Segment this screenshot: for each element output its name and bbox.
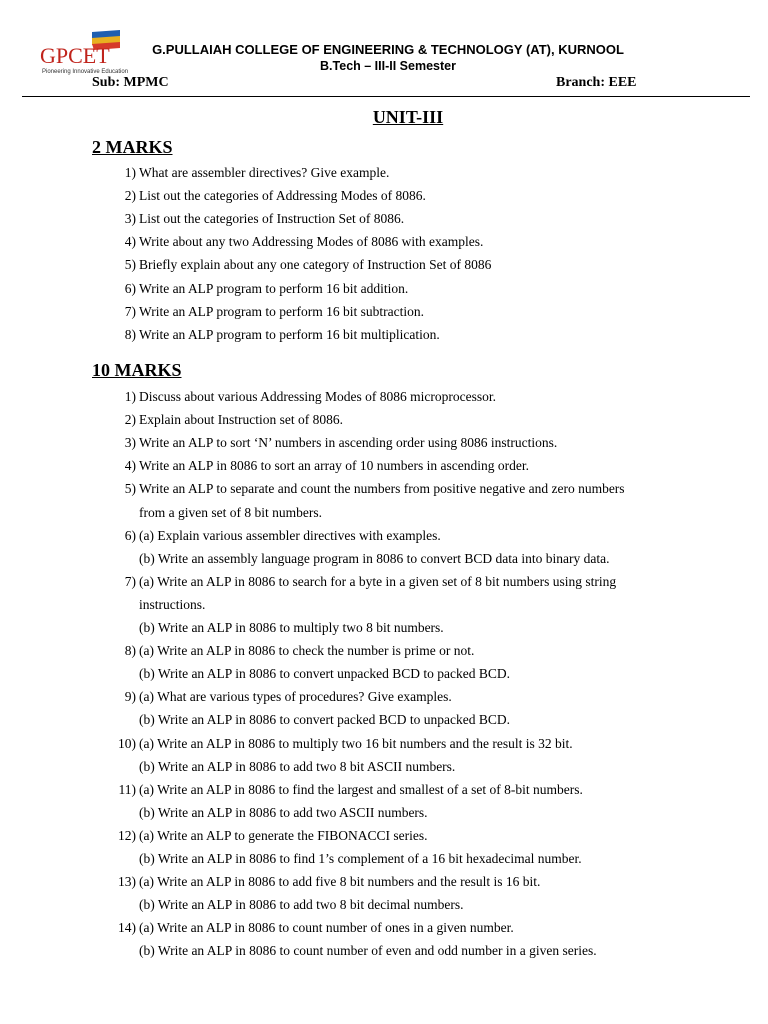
question-text: Write an ALP program to perform 16 bit subtraction. [139,303,425,319]
question-number: 14) [118,920,136,936]
question-number: 6) [124,280,136,296]
question-text: Write about any two Addressing Modes of 8086 with examples. [139,234,484,250]
question-number: 1) [124,165,136,180]
question-number: 9) [124,689,136,705]
question-number: 2) [124,412,136,428]
question-text: What are assembler directives? Give example. [139,165,390,180]
branch-label: Branch: EEE [556,75,637,90]
question-text: (a) Write an ALP in 8086 to check the number is prime or not. [139,643,475,659]
question-number: 8) [124,326,136,342]
question-number: 3) [124,435,136,451]
question-text: (a) Explain various assembler directives with examples. [139,527,441,543]
question-text: Write an ALP to sort ‘N’ numbers in ascending order using 8086 instructions. [139,435,558,451]
question-text: (a) Write an ALP in 8086 to add five 8 bit numbers and the result is 16 bit. [139,874,541,890]
two-marks-heading: 2 MARKS [92,137,173,157]
college-name: G.PULLAIAH COLLEGE OF ENGINEERING & TECHNOLOGY (AT), KURNOOL [152,42,624,57]
question-text: (b) Write an ALP in 8086 to add two 8 bit decimal numbers. [139,897,464,913]
question-text: (b) Write an assembly language program in 8086 to convert BCD data into binary data. [139,550,610,566]
question-text: Explain about Instruction set of 8086. [139,412,343,428]
question-text: Discuss about various Addressing Modes of 8086 microprocessor. [139,389,496,404]
question-number: 6) [124,527,136,543]
question-text: (a) Write an ALP to generate the FIBONACCI series. [139,827,428,843]
svg-text:Pioneering Innovative Educatio: Pioneering Innovative Education [42,69,129,75]
question-text: (b) Write an ALP in 8086 to find 1’s complement of a 16 bit hexadecimal number. [139,851,582,866]
question-text: List out the categories of Addressing Modes of 8086. [139,188,426,204]
question-number: 8) [124,643,136,659]
question-text: (b) Write an ALP in 8086 to add two 8 bit ASCII numbers. [139,758,456,774]
question-number: 12) [118,827,136,843]
college-logo [36,28,136,80]
question-text: (b) Write an ALP in 8086 to add two ASCII numbers. [139,804,428,820]
question-text: from a given set of 8 bit numbers. [139,504,322,520]
question-number: 11) [118,781,136,797]
question-text: Write an ALP program to perform 16 bit multiplication. [139,326,440,342]
header-divider [22,96,750,97]
question-text: (a) Write an ALP in 8086 to search for a byte in a given set of 8 bit numbers using string [139,573,617,589]
question-text: Write an ALP program to perform 16 bit addition. [139,280,409,296]
question-text: (a) Write an ALP in 8086 to find the largest and smallest of a set of 8-bit numbers. [139,781,583,797]
question-number: 5) [124,257,136,273]
question-number: 1) [124,389,136,404]
question-text: Write an ALP to separate and count the numbers from positive negative and zero numbers [139,481,625,497]
question-text: Write an ALP in 8086 to sort an array of 10 numbers in ascending order. [139,458,529,474]
question-number: 5) [124,481,136,497]
question-text: (b) Write an ALP in 8086 to convert unpacked BCD to packed BCD. [139,666,511,682]
semester-label: B.Tech – III-II Semester [320,59,456,73]
question-number: 3) [124,211,136,227]
unit-title: UNIT-III [372,107,444,127]
question-number: 10) [118,735,136,751]
question-number: 7) [124,303,136,319]
question-text: (b) Write an ALP in 8086 to convert packed BCD to unpacked BCD. [139,712,511,728]
question-number: 13) [118,874,136,890]
question-text: (b) Write an ALP in 8086 to multiply two 8 bit numbers. [139,620,444,635]
question-text: instructions. [139,596,206,612]
svg-text:GPCET: GPCET [40,43,110,68]
question-text: (a) Write an ALP in 8086 to multiply two 16 bit numbers and the result is 32 bit. [139,735,573,751]
subject-label: Sub: MPMC [92,75,169,90]
ten-marks-heading: 10 MARKS [92,360,182,380]
question-text: (b) Write an ALP in 8086 to count number of even and odd number in a given series. [139,943,597,959]
question-number: 7) [124,573,136,589]
question-text: List out the categories of Instruction Set of 8086. [139,211,405,227]
question-number: 4) [124,234,136,250]
question-text: (a) What are various types of procedures? Give examples. [139,689,452,705]
question-number: 2) [124,188,136,204]
question-number: 4) [124,458,136,474]
question-text: (a) Write an ALP in 8086 to count number of ones in a given number. [139,920,514,936]
question-text: Briefly explain about any one category of Instruction Set of 8086 [139,257,492,273]
